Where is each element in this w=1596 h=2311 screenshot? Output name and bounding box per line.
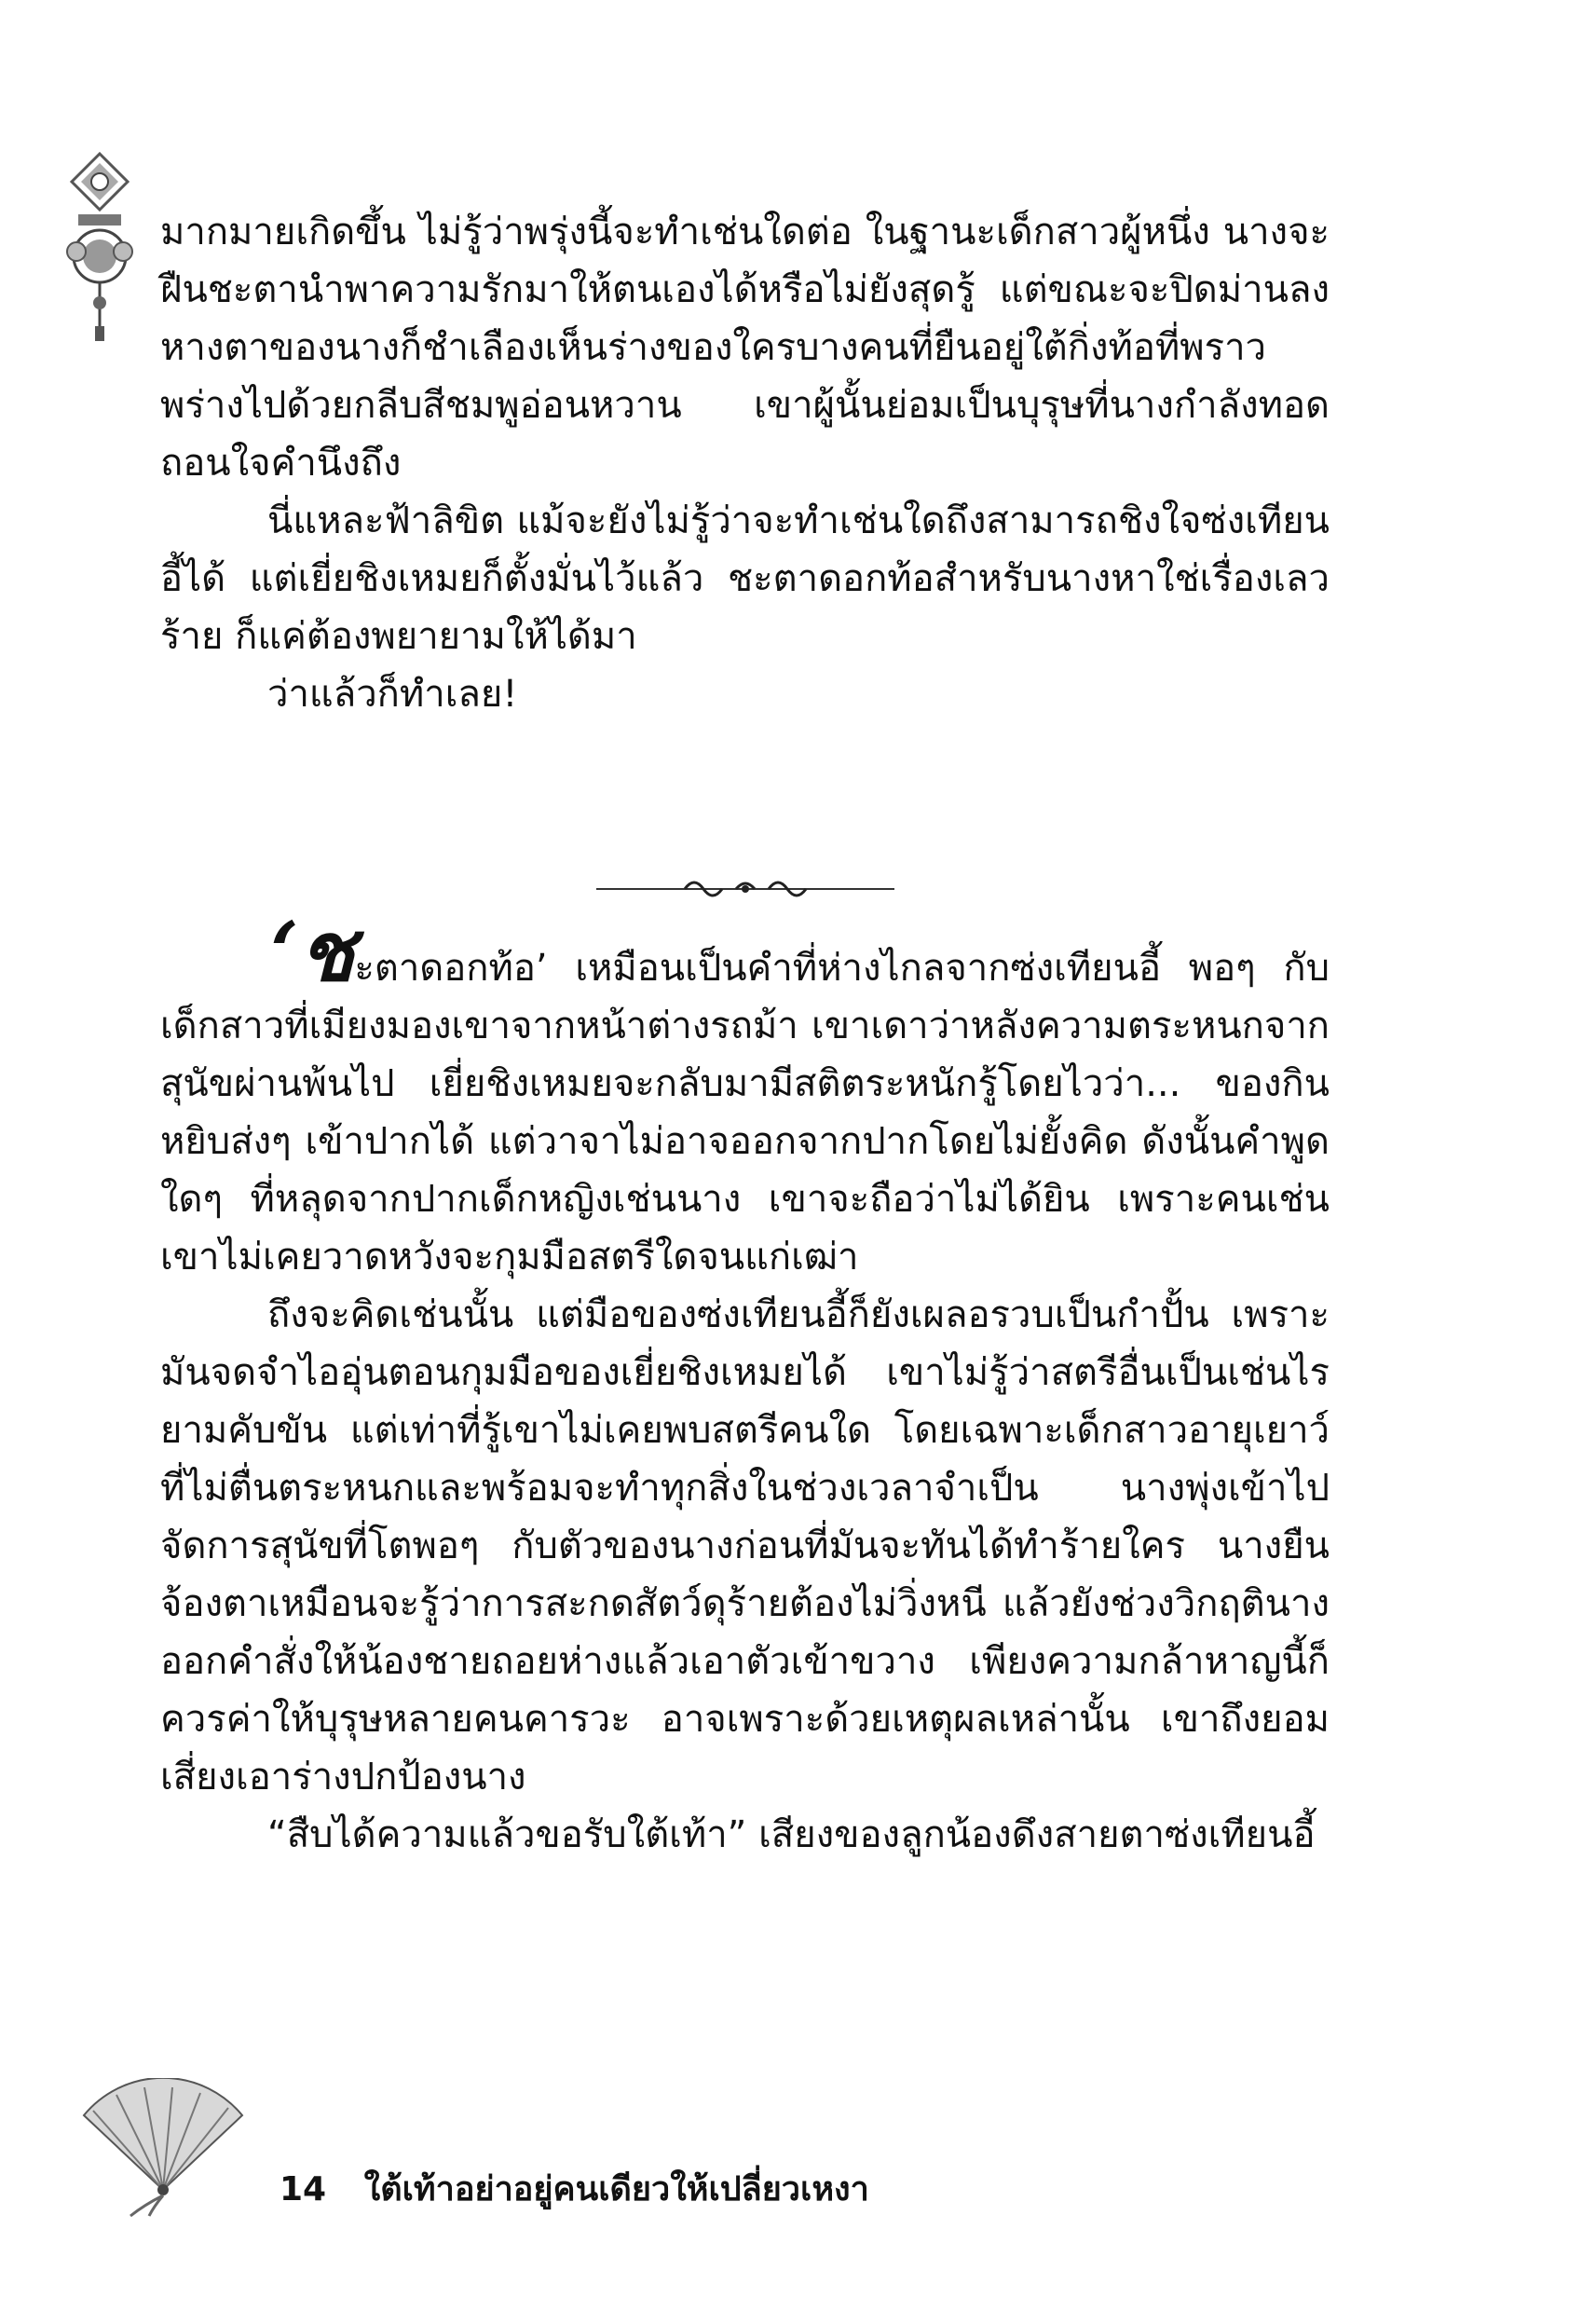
page-number: 14 (280, 2170, 327, 2208)
book-title: ใต้เท้าอย่าอยู่คนเดียวให้เปลี่ยวเหงา (363, 2170, 869, 2208)
body-text-bottom (160, 903, 1330, 1864)
paragraph-with-dropcap (160, 903, 1330, 1286)
body-text-top (160, 203, 1330, 723)
paragraph: ว่าแล้วก็ทำเลย! (267, 673, 518, 716)
paragraph: ถึงจะคิดเช่นนั้น แต่มือของซ่งเทียนอี้ก็ยังเผลอรวบเป็นกำปั้น เพราะมันจดจำไออุ่นตอนกุมมือของเยี่ยชิงเหมยได้ เขาไม่รู้ว่าสตรีอื่นเป็นเช่นไรยามคับขัน แต่เท่าที่รู้เขาไม่เคยพบสตรีคนใด โดยเฉพาะเด็กสาวอายุเยาว์ที่ไม่ตื่นตระหนกและพร้อมจะทำทุกสิ่งในช่วงเวลาจำเป็น นางพุ่งเข้าไปจัดการสุนัขที่โตพอๆ กับตัวของนางก่อนที่มันจะทันได้ทำร้ายใคร นางยืนจ้องตาเหมือนจะรู้ว่าการสะกดสัตว์ดุร้ายต้องไม่วิ่งหนี แล้วยังช่วงวิกฤตินางออกคำสั่งให้น้องชายถอยห่างแล้วเอาตัวเข้าขวาง เพียงความกล้าหาญนี้ก็ควรค่าให้บุรุษหลายคนคารวะ อาจเพราะด้วยเหตุผลเหล่านั้น เขาถึงยอมเสี่ยงเอาร่างปกป้องนาง (160, 1293, 1330, 1798)
page-footer (280, 2162, 869, 2215)
publisher-logo-ornament (58, 149, 142, 345)
drop-cap: ‘ช (270, 903, 355, 1000)
paragraph: “สืบได้ความแล้วขอรับใต้เท้า” เสียงของลูกน้องดึงสายตาซ่งเทียนอี้ (267, 1813, 1316, 1856)
section-divider-ornament (596, 872, 894, 906)
paragraph: มากมายเกิดขึ้น ไม่รู้ว่าพรุ่งนี้จะทำเช่นใดต่อ ในฐานะเด็กสาวผู้หนึ่ง นางจะฝืนชะตานำพาความรักมาให้ตนเองได้หรือไม่ยังสุดรู้ แต่ขณะจะปิดม่านลง หางตาของนางก็ชำเลืองเห็นร่างของใครบางคนที่ยืนอยู่ใต้กิ่งท้อที่พราวพร่างไปด้วยกลีบสีชมพูอ่อนหวาน เขาผู้นั้นย่อมเป็นบุรุษที่นางกำลังทอดถอนใจคำนึงถึง (160, 211, 1330, 485)
paragraph-text: ะตาดอกท้อ’ เหมือนเป็นคำที่ห่างไกลจากซ่งเทียนอี้ พอๆ กับเด็กสาวที่เมียงมองเขาจากหน้าต่างรถม้า เขาเดาว่าหลังความตระหนกจากสุนัขผ่านพ้นไป เยี่ยชิงเหมยจะกลับมามีสติตระหนักรู้โดยไวว่า... ของกินหยิบส่งๆ เข้าปากได้ แต่วาจาไม่อาจออกจากปากโดยไม่ยั้งคิด ดังนั้นคำพูดใดๆ ที่หลุดจากปากเด็กหญิงเช่นนาง เขาจะถือว่าไม่ได้ยิน เพราะคนเช่นเขาไม่เคยวาดหวังจะกุมมือสตรีใดจนแก่เฒ่า (160, 947, 1330, 1279)
folding-fan-icon (75, 2078, 252, 2218)
paragraph: นี่แหละฟ้าลิขิต แม้จะยังไม่รู้ว่าจะทำเช่นใดถึงสามารถชิงใจซ่งเทียนอี้ได้ แต่เยี่ยชิงเหมยก็ตั้งมั่นไว้แล้ว ชะตาดอกท้อสำหรับนางหาใช่เรื่องเลวร้าย ก็แค่ต้องพยายามให้ได้มา (160, 499, 1330, 658)
